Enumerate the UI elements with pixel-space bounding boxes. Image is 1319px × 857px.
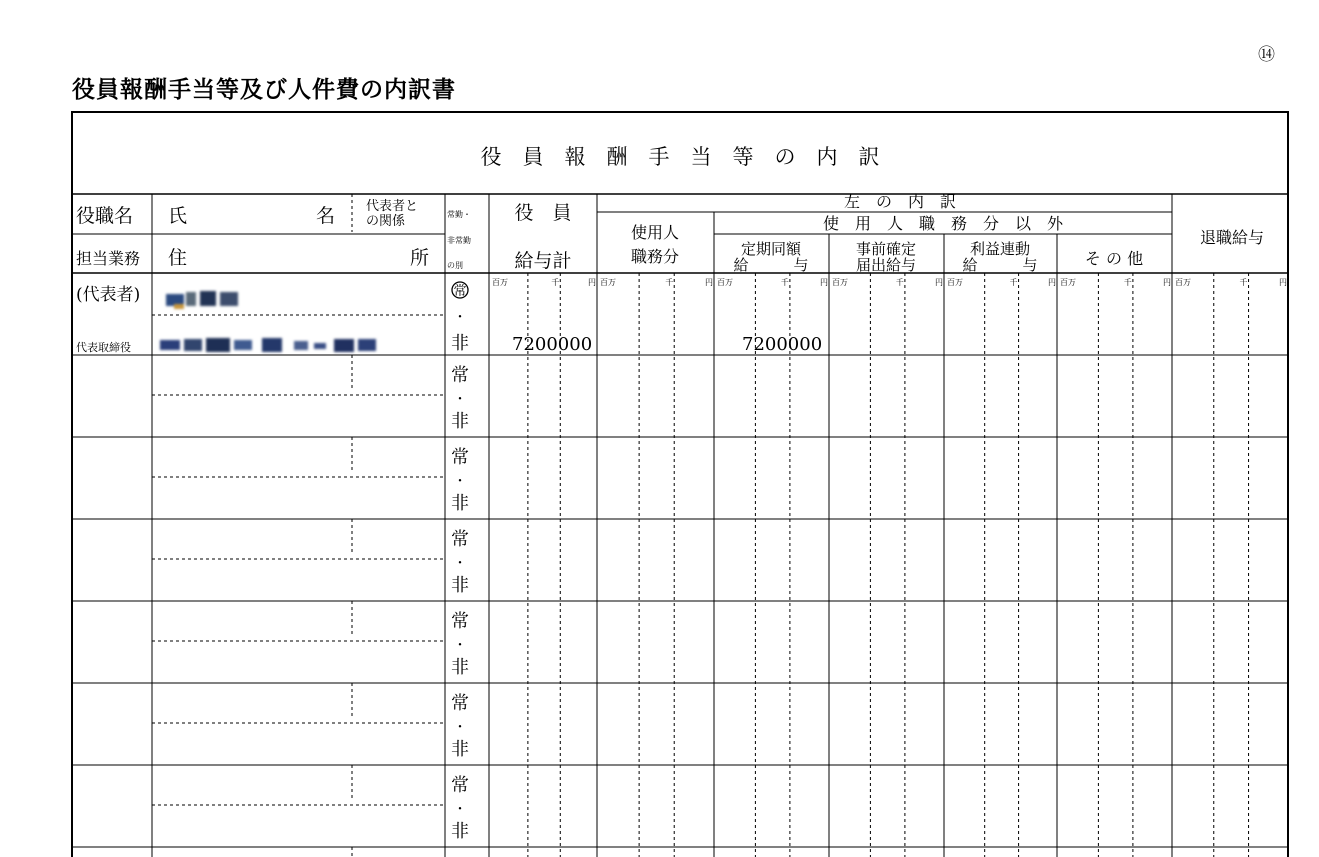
fulltime-on-mark: 常 xyxy=(451,529,469,550)
fulltime-on-mark: 常 xyxy=(451,365,469,386)
hdr-name-b: 名 xyxy=(316,205,336,227)
row1-total: 7200000 xyxy=(512,334,593,355)
unit-million: 百万 xyxy=(492,278,508,287)
fulltime-off-mark: 非 xyxy=(451,821,469,842)
redacted-address xyxy=(160,338,376,352)
unit-yen: 円 xyxy=(588,278,596,287)
unit-yen: 円 xyxy=(820,278,828,287)
row1-fulltime-off: 非 xyxy=(451,333,469,354)
dot-mark: ・ xyxy=(453,392,467,407)
hdr-other: そ の 他 xyxy=(1084,249,1144,268)
unit-million: 百万 xyxy=(1060,278,1076,287)
unit-thousand: 千 xyxy=(665,278,674,287)
hdr-advance-2: 届出給与 xyxy=(855,256,917,274)
hdr-total-1: 役 員 xyxy=(514,202,572,224)
hdr-employee-2: 職務分 xyxy=(630,247,680,266)
unit-million: 百万 xyxy=(832,278,848,287)
section-title: 役 員 報 酬 手 当 等 の 内 訳 xyxy=(480,145,880,169)
hdr-relation-2: の関係 xyxy=(366,214,406,229)
unit-yen: 円 xyxy=(935,278,943,287)
form-frame xyxy=(72,112,1288,857)
row1-role: (代表者) xyxy=(76,285,141,305)
dot-mark: ・ xyxy=(453,720,467,735)
hdr-total-2: 給与計 xyxy=(514,250,572,272)
unit-thousand: 千 xyxy=(1239,278,1248,287)
fulltime-off-mark: 非 xyxy=(451,739,469,760)
unit-thousand: 千 xyxy=(1123,278,1132,287)
hdr-periodic-2: 給 与 xyxy=(733,256,809,274)
hdr-fulltime-1: 常勤・ xyxy=(447,210,471,219)
row1-dot: ・ xyxy=(453,310,467,325)
fulltime-off-mark: 非 xyxy=(451,657,469,678)
hdr-breakdown: 左 の 内 訳 xyxy=(843,192,957,211)
row1-fulltime-on: 常 xyxy=(453,284,467,299)
dot-mark: ・ xyxy=(453,474,467,489)
unit-thousand: 千 xyxy=(780,278,789,287)
dot-mark: ・ xyxy=(453,638,467,653)
unit-million: 百万 xyxy=(947,278,963,287)
dot-mark: ・ xyxy=(453,556,467,571)
hdr-retirement: 退職給与 xyxy=(1199,228,1265,247)
fulltime-marks xyxy=(451,365,469,857)
unit-million: 百万 xyxy=(600,278,616,287)
row1-periodic: 7200000 xyxy=(742,334,823,355)
hdr-duty: 担当業務 xyxy=(76,249,141,268)
unit-yen: 円 xyxy=(1163,278,1171,287)
unit-yen: 円 xyxy=(705,278,713,287)
hdr-non-employee: 使 用 人 職 務 分 以 外 xyxy=(822,214,1064,233)
hdr-address-b: 所 xyxy=(410,247,430,269)
redacted-name xyxy=(166,291,238,309)
fulltime-off-mark: 非 xyxy=(451,493,469,514)
hdr-fulltime-3: の別 xyxy=(447,261,463,270)
unit-thousand: 千 xyxy=(1009,278,1018,287)
fulltime-on-mark: 常 xyxy=(451,447,469,468)
table-rows xyxy=(72,315,1288,857)
hdr-profit-2: 給 与 xyxy=(962,256,1038,274)
unit-yen: 円 xyxy=(1279,278,1287,287)
hdr-periodic-1: 定期同額 xyxy=(740,240,802,258)
fulltime-off-mark: 非 xyxy=(451,411,469,432)
unit-thousand: 千 xyxy=(551,278,560,287)
unit-million: 百万 xyxy=(717,278,733,287)
hdr-profit-1: 利益連動 xyxy=(969,240,1031,258)
fulltime-on-mark: 常 xyxy=(451,611,469,632)
unit-million: 百万 xyxy=(1175,278,1191,287)
unit-yen: 円 xyxy=(1048,278,1056,287)
fulltime-off-mark: 非 xyxy=(451,575,469,596)
fulltime-on-mark: 常 xyxy=(451,693,469,714)
unit-labels xyxy=(492,278,1287,287)
document-title: 役員報酬手当等及び人件費の内訳書 xyxy=(72,77,456,103)
hdr-fulltime-2: 非常勤 xyxy=(447,236,471,245)
sub-column-guides xyxy=(528,273,1249,857)
dot-mark: ・ xyxy=(453,802,467,817)
page-number: ⑭ xyxy=(1258,45,1275,65)
hdr-employee-1: 使用人 xyxy=(630,223,680,242)
hdr-advance-1: 事前確定 xyxy=(855,240,917,258)
fulltime-on-mark: 常 xyxy=(451,775,469,796)
unit-thousand: 千 xyxy=(895,278,904,287)
hdr-address-a: 住 xyxy=(168,247,188,269)
hdr-relation-1: 代表者と xyxy=(366,199,419,214)
hdr-name-a: 氏 xyxy=(168,205,188,227)
row1-duty: 代表取締役 xyxy=(76,341,131,354)
hdr-role: 役職名 xyxy=(76,205,134,227)
